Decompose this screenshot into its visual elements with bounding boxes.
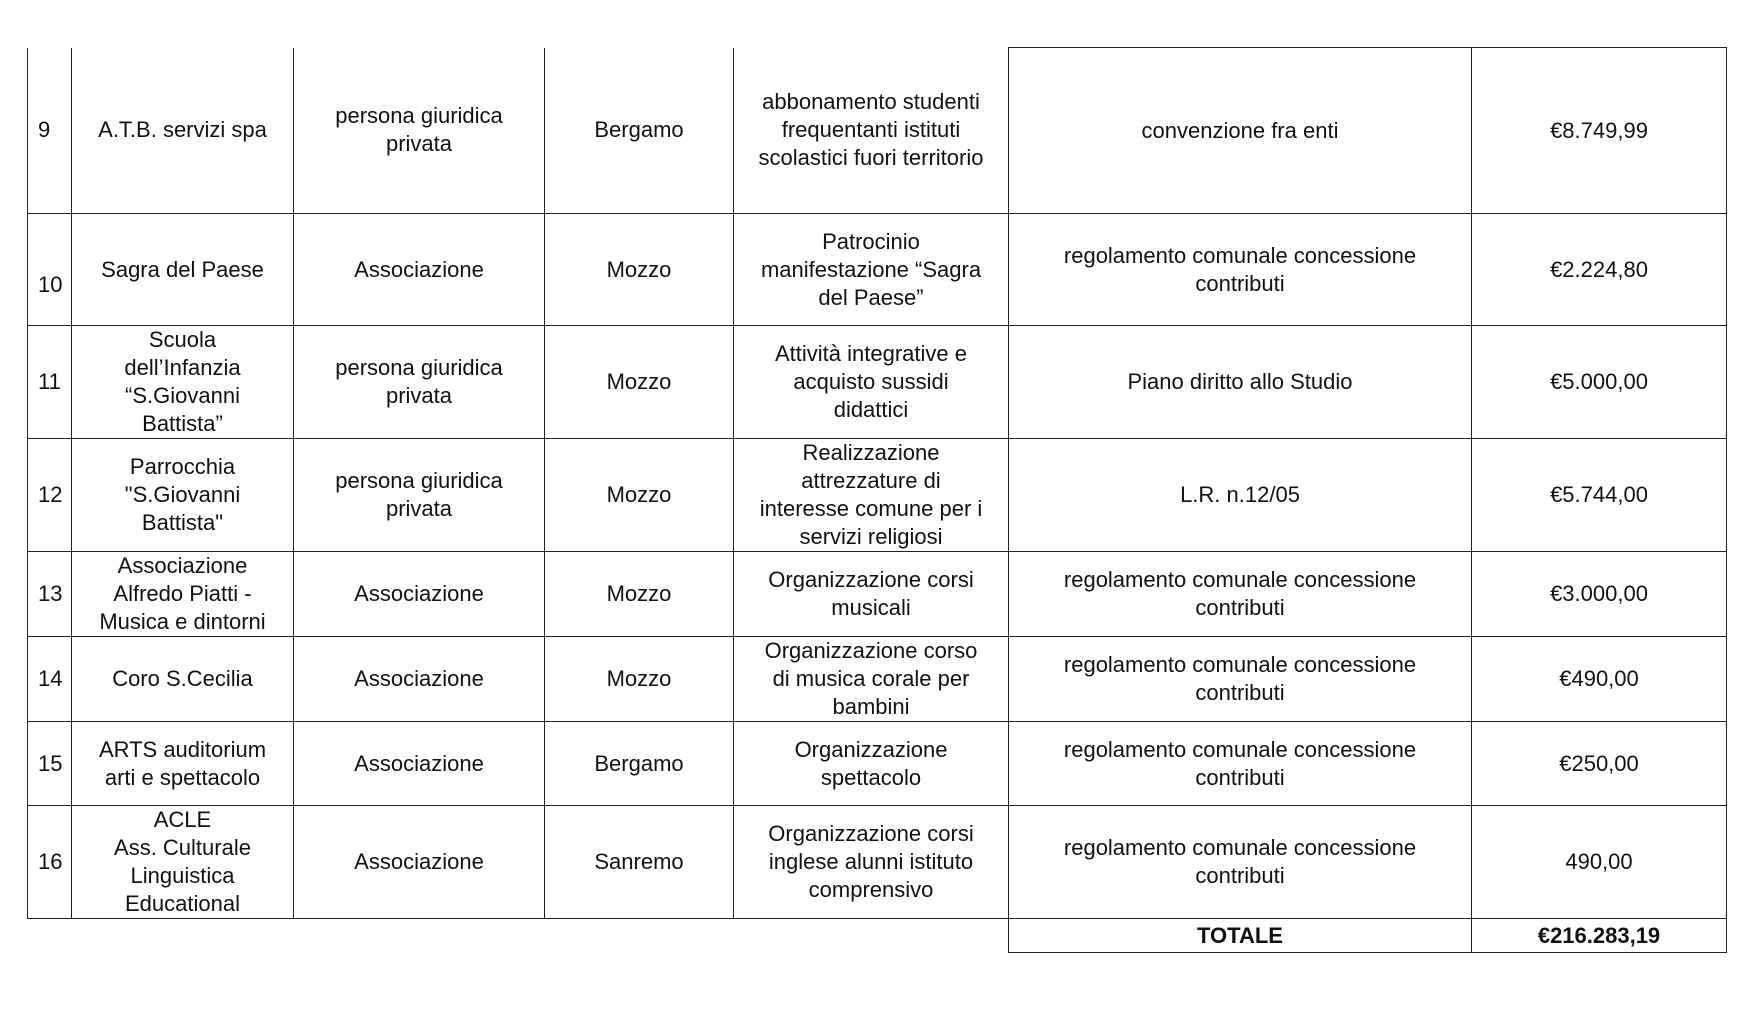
purpose: Patrocinio manifestazione “Sagra del Paese” [734, 214, 1009, 326]
table-row [28, 48, 1727, 214]
beneficiary-city: Bergamo [545, 722, 734, 806]
beneficiary-name: Scuola dell’Infanzia “S.Giovanni Battista” [72, 326, 294, 439]
purpose: Organizzazione corso di musica corale per bambini [734, 637, 1009, 722]
purpose: Organizzazione corsi musicali [734, 552, 1009, 637]
purpose: Organizzazione corsi inglese alunni istituto comprensivo [734, 806, 1009, 919]
amount: €5.744,00 [1472, 439, 1727, 552]
contributions-table [27, 47, 1727, 953]
purpose: abbonamento studenti frequentanti istituti scolastici fuori territorio [734, 48, 1009, 214]
table-row [28, 722, 1727, 806]
row-number: 11 [28, 326, 72, 439]
purpose: Realizzazione attrezzature di interesse comune per i servizi religiosi [734, 439, 1009, 552]
amount: €490,00 [1472, 637, 1727, 722]
legal-basis: regolamento comunale concessione contributi [1009, 552, 1472, 637]
beneficiary-name: Parrocchia "S.Giovanni Battista" [72, 439, 294, 552]
beneficiary-type: Associazione [294, 806, 545, 919]
beneficiary-name: ARTS auditorium arti e spettacolo [72, 722, 294, 806]
amount: €2.224,80 [1472, 214, 1727, 326]
beneficiary-type: Associazione [294, 722, 545, 806]
beneficiary-name: Sagra del Paese [72, 214, 294, 326]
row-number: 10 [28, 214, 72, 326]
row-number: 13 [28, 552, 72, 637]
table-body [28, 48, 1727, 953]
row-number: 12 [28, 439, 72, 552]
amount: €5.000,00 [1472, 326, 1727, 439]
beneficiary-city: Bergamo [545, 48, 734, 214]
purpose: Organizzazione spettacolo [734, 722, 1009, 806]
table-row [28, 806, 1727, 919]
legal-basis: regolamento comunale concessione contributi [1009, 214, 1472, 326]
legal-basis: L.R. n.12/05 [1009, 439, 1472, 552]
total-row [28, 919, 1727, 953]
legal-basis: Piano diritto allo Studio [1009, 326, 1472, 439]
beneficiary-name: ACLE Ass. Culturale Linguistica Educational [72, 806, 294, 919]
legal-basis: convenzione fra enti [1009, 48, 1472, 214]
purpose: Attività integrative e acquisto sussidi didattici [734, 326, 1009, 439]
total-label: TOTALE [1009, 919, 1472, 953]
beneficiary-type: persona giuridica privata [294, 326, 545, 439]
beneficiary-city: Mozzo [545, 439, 734, 552]
beneficiary-name: A.T.B. servizi spa [72, 48, 294, 214]
table-row [28, 439, 1727, 552]
beneficiary-city: Sanremo [545, 806, 734, 919]
amount: 490,00 [1472, 806, 1727, 919]
beneficiary-city: Mozzo [545, 214, 734, 326]
table-row [28, 326, 1727, 439]
amount: €3.000,00 [1472, 552, 1727, 637]
row-number: 15 [28, 722, 72, 806]
legal-basis: regolamento comunale concessione contributi [1009, 637, 1472, 722]
legal-basis: regolamento comunale concessione contributi [1009, 806, 1472, 919]
beneficiary-type: persona giuridica privata [294, 439, 545, 552]
total-amount: €216.283,19 [1472, 919, 1727, 953]
beneficiary-type: Associazione [294, 214, 545, 326]
legal-basis: regolamento comunale concessione contributi [1009, 722, 1472, 806]
beneficiary-name: Associazione Alfredo Piatti - Musica e dintorni [72, 552, 294, 637]
beneficiary-name: Coro S.Cecilia [72, 637, 294, 722]
row-number: 9 [28, 48, 72, 214]
beneficiary-type: persona giuridica privata [294, 48, 545, 214]
row-number: 14 [28, 637, 72, 722]
table-row [28, 552, 1727, 637]
beneficiary-type: Associazione [294, 637, 545, 722]
total-spacer [28, 919, 1009, 953]
row-number: 16 [28, 806, 72, 919]
beneficiary-city: Mozzo [545, 326, 734, 439]
beneficiary-city: Mozzo [545, 552, 734, 637]
table-row [28, 637, 1727, 722]
beneficiary-city: Mozzo [545, 637, 734, 722]
beneficiary-type: Associazione [294, 552, 545, 637]
table-row [28, 214, 1727, 326]
amount: €8.749,99 [1472, 48, 1727, 214]
amount: €250,00 [1472, 722, 1727, 806]
